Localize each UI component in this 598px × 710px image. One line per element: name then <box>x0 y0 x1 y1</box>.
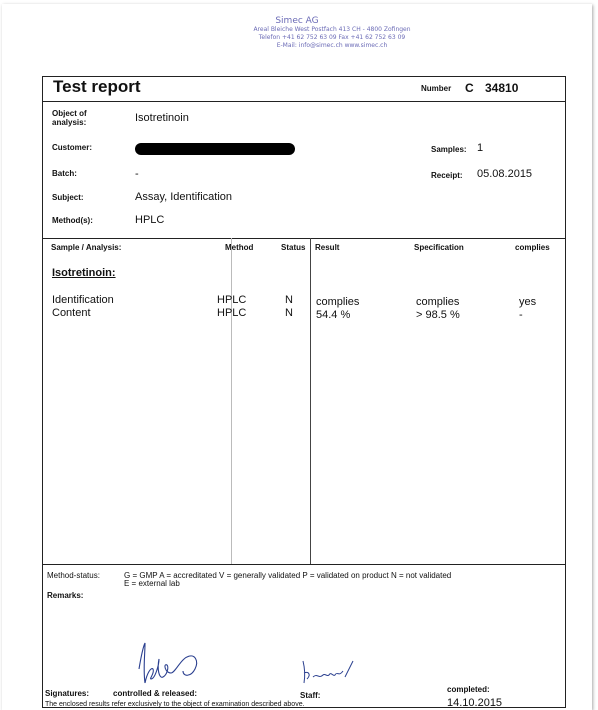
header-sample: Sample / Analysis: <box>51 243 122 252</box>
header-result: Result <box>315 243 340 252</box>
object-value: Isotretinoin <box>135 112 189 124</box>
test-report-form <box>42 76 566 708</box>
row-status: N <box>285 294 293 306</box>
column-divider <box>231 238 232 564</box>
methods-value: HPLC <box>135 214 165 226</box>
completed-label: completed: <box>447 685 490 694</box>
staff-label: Staff: <box>300 691 321 700</box>
letterhead-web: E-Mail: info@simec.ch www.simec.ch <box>276 42 388 49</box>
signature-staff <box>299 655 363 687</box>
header-complies: complies <box>515 243 550 252</box>
customer-label: Customer: <box>52 143 93 152</box>
row-result: complies <box>316 296 360 308</box>
letterhead-company: Simec AG <box>275 16 319 26</box>
row-method: HPLC <box>217 294 247 306</box>
row-method: HPLC <box>217 307 247 319</box>
receipt-value: 05.08.2015 <box>477 168 533 180</box>
header-status: Status <box>281 243 306 252</box>
controlled-released-label: controlled & released: <box>113 689 198 698</box>
report-number: C 34810 <box>465 81 519 95</box>
section-title: Isotretinoin: <box>52 267 116 279</box>
subject-label: Subject: <box>52 193 84 202</box>
number-label: Number <box>421 84 452 93</box>
letterhead <box>2 16 592 50</box>
methods-label: Method(s): <box>52 216 93 225</box>
letterhead-phone: Telefon +41 62 752 63 09 Fax +41 62 752 63 09 <box>258 34 406 41</box>
row-complies: yes <box>519 296 537 308</box>
customer-redaction <box>135 143 295 155</box>
signature-controller <box>129 639 209 687</box>
row-analysis: Content <box>52 307 91 319</box>
method-status-label: Method-status: <box>47 571 100 580</box>
row-status: N <box>285 307 293 319</box>
subject-value: Assay, Identification <box>135 191 233 203</box>
completed-date: 14.10.2015 <box>447 697 503 709</box>
object-label: Object of analysis: <box>52 109 87 127</box>
letterhead-address: Areal Bleiche West Postfach 413 CH - 4800 Zofingen <box>253 26 411 33</box>
header-specification: Specification <box>414 243 464 252</box>
row-specification: complies <box>416 296 460 308</box>
signatures-label: Signatures: <box>45 689 90 698</box>
samples-value: 1 <box>477 142 484 154</box>
result-column-divider <box>310 238 311 564</box>
method-status-legend-2: E = external lab <box>124 579 180 588</box>
row-specification: > 98.5 % <box>416 309 460 321</box>
row-complies: - <box>519 309 523 321</box>
receipt-label: Receipt: <box>431 171 463 180</box>
header-method: Method <box>225 243 254 252</box>
title-divider <box>43 101 565 102</box>
batch-label: Batch: <box>52 169 77 178</box>
batch-value: - <box>135 168 139 180</box>
samples-label: Samples: <box>431 145 467 154</box>
row-result: 54.4 % <box>316 309 351 321</box>
table-bottom-divider <box>43 564 565 565</box>
method-status-legend: G = GMP A = accreditated V = generally validated P = validated on product N = not validated <box>124 571 452 580</box>
fields-divider <box>43 238 565 239</box>
row-analysis: Identification <box>52 294 114 306</box>
disclaimer: The enclosed results refer exclusively to the object of examination described above. <box>45 701 305 708</box>
report-title: Test report <box>53 77 141 96</box>
document-page <box>2 4 592 710</box>
remarks-label: Remarks: <box>47 591 84 600</box>
